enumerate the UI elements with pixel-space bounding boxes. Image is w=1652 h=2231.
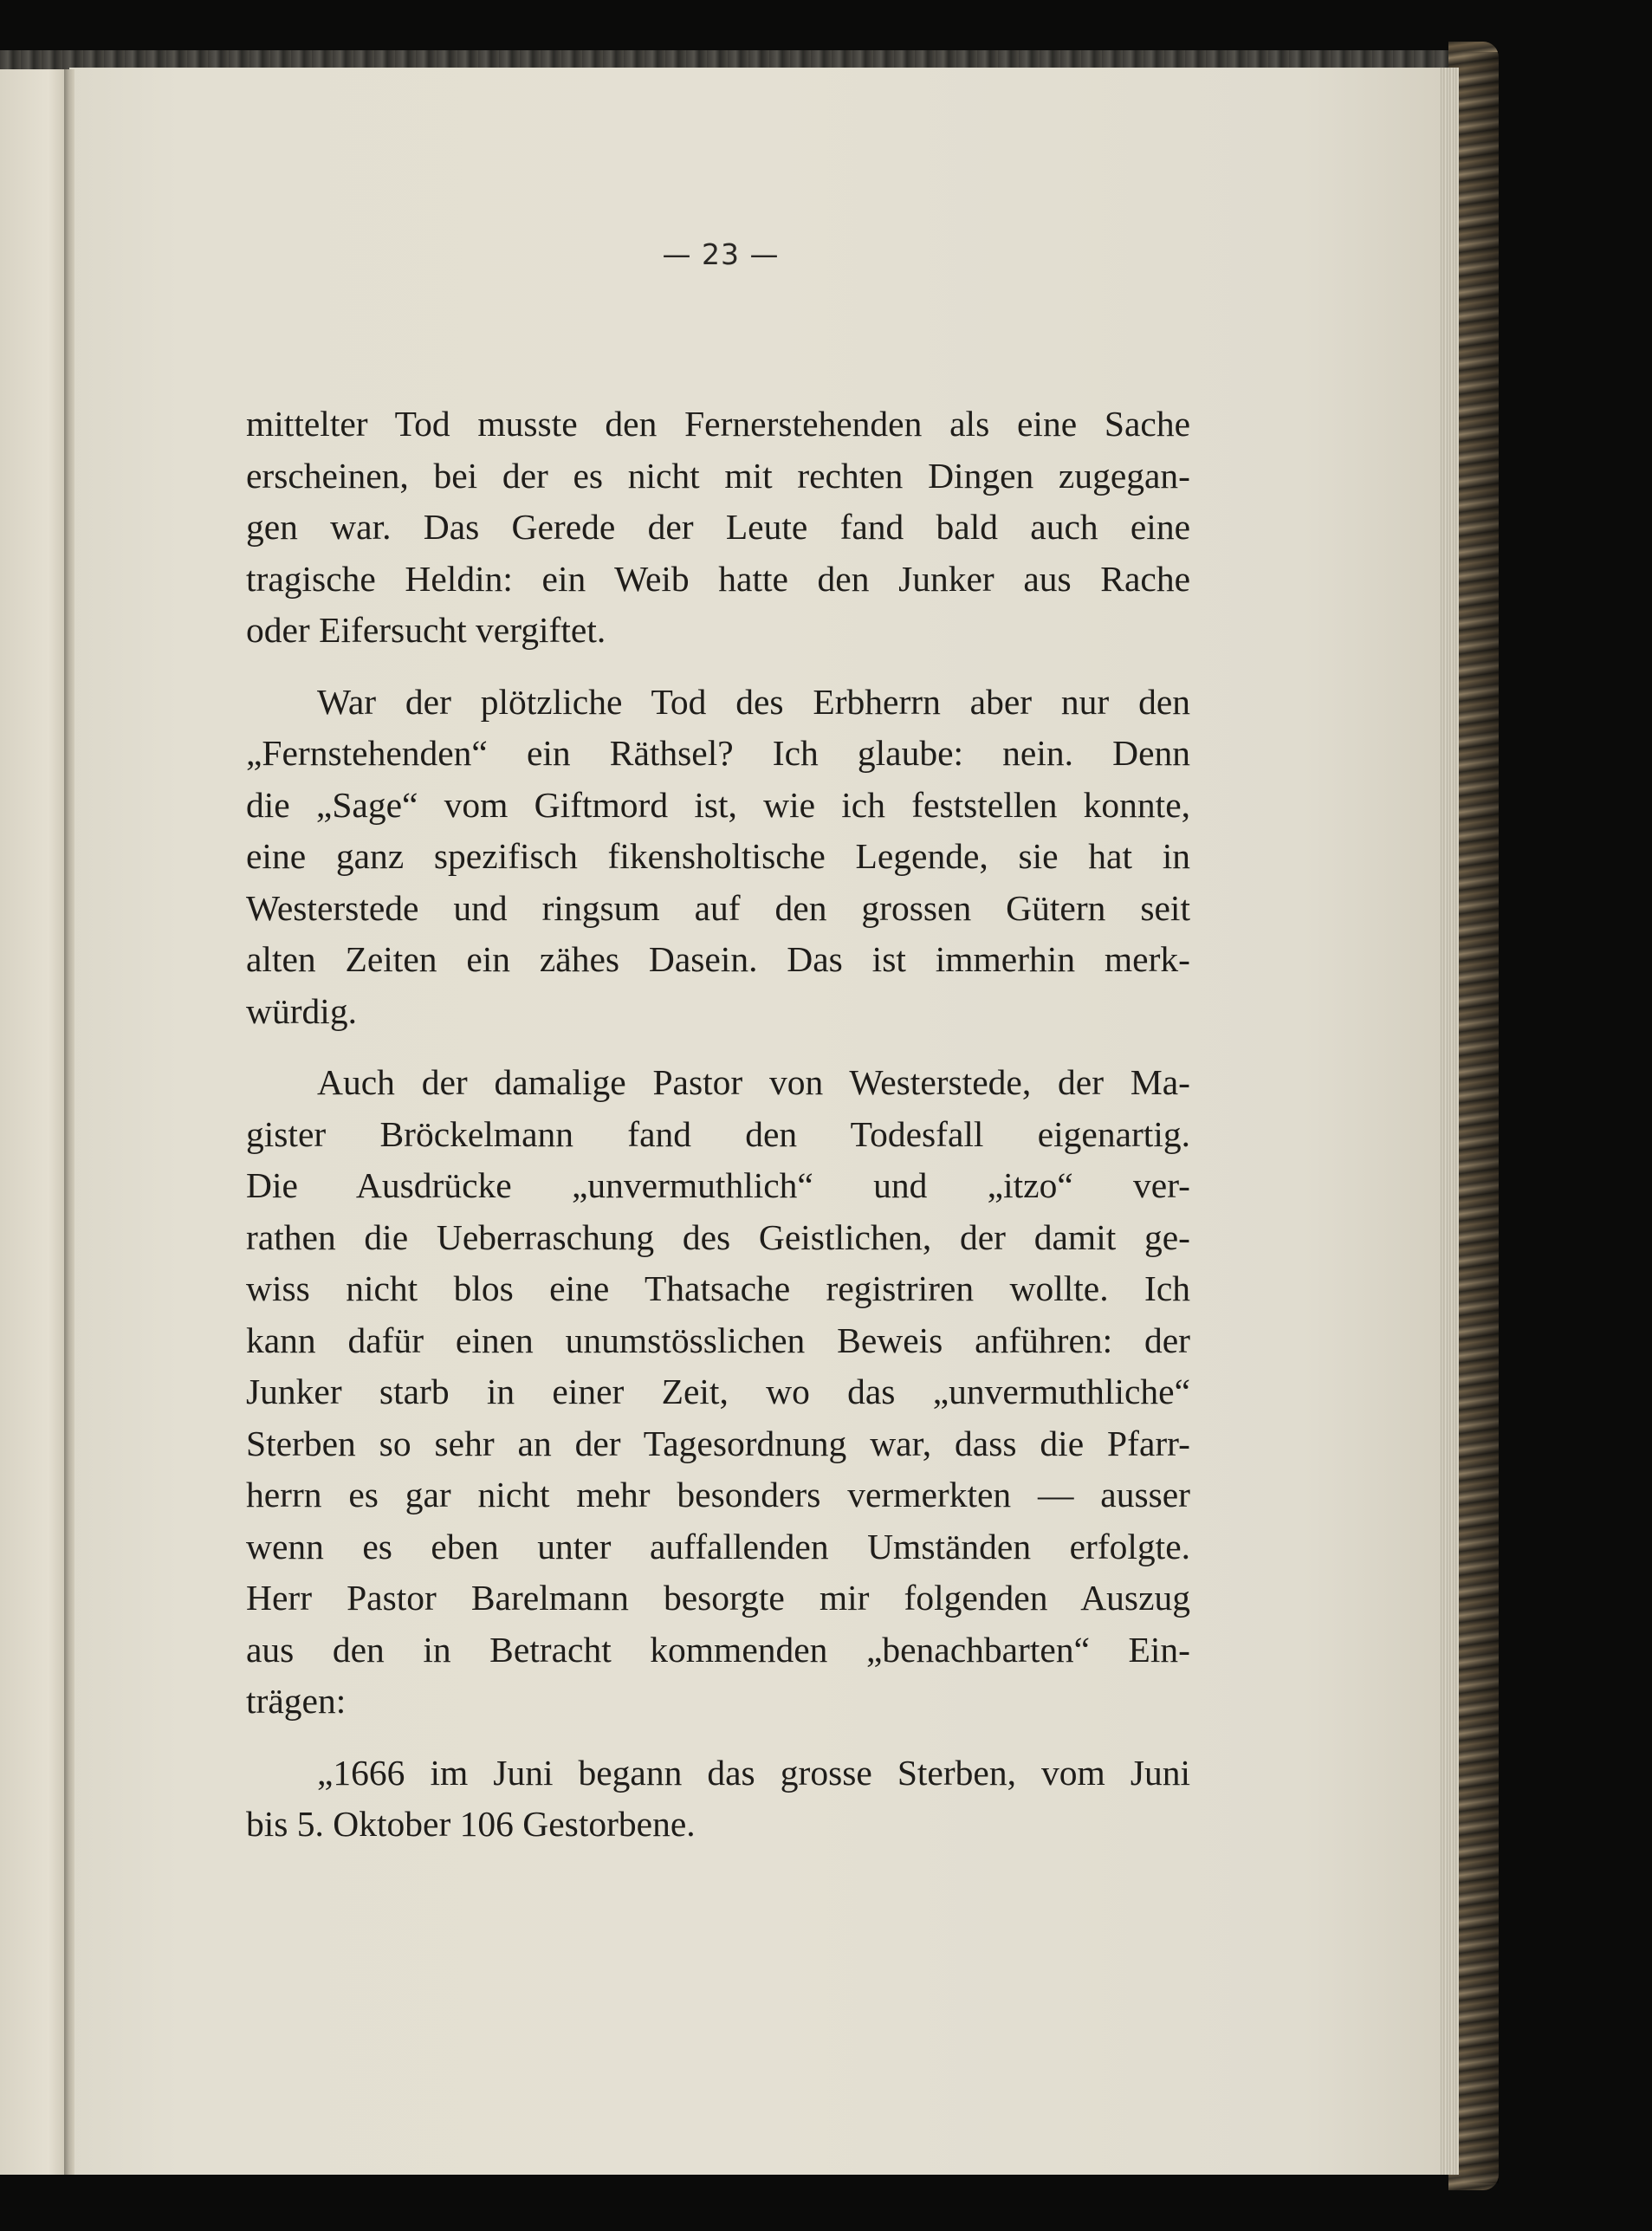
text-line: oder Eifersucht vergiftet. (246, 610, 606, 650)
text-line: bis 5. Oktober 106 Gestorbene. (246, 1804, 696, 1844)
text-line: gister Bröckelmann fand den Todesfall eigenartig. (246, 1113, 1190, 1154)
paragraph (246, 1057, 1190, 1728)
text-line: würdig. (246, 990, 357, 1031)
text-line: „1666 im Juni begann das grosse Sterben, vom Juni (317, 1752, 1190, 1793)
paragraph (246, 1748, 1190, 1851)
body-text (246, 399, 1190, 1851)
page-number: — 23 — (662, 237, 780, 271)
text-line: Die Ausdrücke „unvermuthlich“ und „itzo“ ver- (246, 1165, 1190, 1205)
text-line: „Fernstehenden“ ein Räthsel? Ich glaube: nein. Denn (246, 733, 1190, 773)
facing-page-edge (0, 69, 69, 2175)
text-line: wiss nicht blos eine Thatsache registriren wollte. Ich (246, 1268, 1190, 1308)
text-line: trägen: (246, 1681, 347, 1721)
text-line: Sterben so sehr an der Tagesordnung war, dass die Pfarr- (246, 1423, 1190, 1463)
text-line: aus den in Betracht kommenden „benachbarten“ Ein- (246, 1629, 1190, 1670)
text-line: Auch der damalige Pastor von Westerstede, der Ma- (317, 1062, 1190, 1102)
text-line: herrn es gar nicht mehr besonders vermerkten — ausser (246, 1475, 1190, 1514)
text-line: die „Sage“ vom Giftmord ist, wie ich feststellen konnte, (246, 784, 1190, 825)
text-line: kann dafür einen unumstösslichen Beweis anführen: der (246, 1320, 1190, 1360)
text-line: wenn es eben unter auffallenden Umständen erfolgte. (246, 1526, 1190, 1566)
text-line: Herr Pastor Barelmann besorgte mir folgenden Auszug (246, 1578, 1190, 1618)
text-line: erscheinen, bei der es nicht mit rechten Dingen zugegan- (246, 455, 1190, 496)
text-line: mittelter Tod musste den Fernerstehenden als eine Sache (246, 404, 1190, 444)
text-line: eine ganz spezifisch fikensholtische Legende, sie hat in (246, 836, 1190, 876)
text-line: Westerstede und ringsum auf den grossen Gütern seit (246, 887, 1190, 928)
paragraph (246, 399, 1190, 657)
text-line: gen war. Das Gerede der Leute fand bald auch eine (246, 507, 1190, 547)
text-line: alten Zeiten ein zähes Dasein. Das ist immerhin merk- (246, 939, 1190, 979)
text-line: War der plötzliche Tod des Erbherrn aber nur den (317, 681, 1190, 722)
text-line: tragische Heldin: ein Weib hatte den Junker aus Rache (246, 558, 1190, 599)
book-gutter (64, 69, 75, 2175)
book-edge-shadow (1464, 52, 1499, 2183)
paragraph (246, 677, 1190, 1038)
text-line: Junker starb in einer Zeit, wo das „unvermuthliche“ (246, 1372, 1190, 1411)
text-line: rathen die Ueberraschung des Geistlichen, der damit ge- (246, 1216, 1190, 1257)
